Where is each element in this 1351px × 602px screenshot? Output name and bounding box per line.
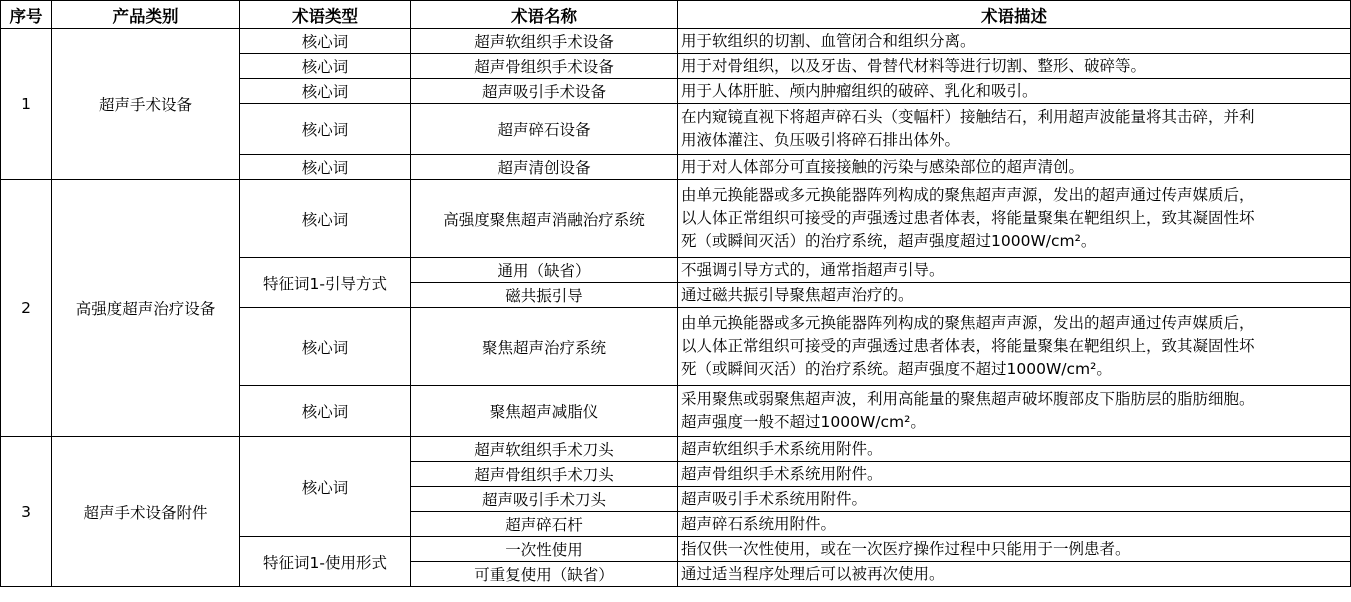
term-description: 超声吸引手术系统用附件。 bbox=[678, 487, 1351, 512]
description-line: 用液体灌注、负压吸引将碎石排出体外。 bbox=[681, 131, 961, 149]
term-description: 通过适当程序处理后可以被再次使用。 bbox=[678, 562, 1351, 587]
term-description: 用于对人体部分可直接接触的污染与感染部位的超声清创。 bbox=[678, 155, 1351, 180]
term-name: 超声清创设备 bbox=[411, 155, 678, 180]
term-description: 通过磁共振引导聚焦超声治疗的。 bbox=[678, 283, 1351, 308]
description-line: 由单元换能器或多元换能器阵列构成的聚焦超声声源，发出的超声通过传声媒质后， bbox=[681, 314, 1255, 332]
term-type: 核心词 bbox=[240, 386, 411, 437]
product-category: 超声手术设备附件 bbox=[52, 437, 240, 587]
term-description: 超声碎石系统用附件。 bbox=[678, 512, 1351, 537]
term-name: 超声骨组织手术刀头 bbox=[411, 462, 678, 487]
term-name: 一次性使用 bbox=[411, 537, 678, 562]
term-name: 超声碎石杆 bbox=[411, 512, 678, 537]
term-description bbox=[678, 386, 1351, 437]
term-name: 超声碎石设备 bbox=[411, 104, 678, 155]
header-term-description: 术语描述 bbox=[678, 1, 1351, 29]
term-type: 核心词 bbox=[240, 104, 411, 155]
description-line: 超声强度一般不超过1000W/cm²。 bbox=[681, 413, 926, 431]
term-name: 通用（缺省） bbox=[411, 258, 678, 283]
description-line: 以人体正常组织可接受的声强透过患者体表，将能量聚集在靶组织上，致其凝固性坏 bbox=[681, 337, 1255, 355]
description-line: 以人体正常组织可接受的声强透过患者体表，将能量聚集在靶组织上，致其凝固性坏 bbox=[681, 209, 1255, 227]
header-row bbox=[1, 1, 1351, 29]
row-index: 3 bbox=[1, 437, 52, 587]
description-line: 死（或瞬间灭活）的治疗系统，超声强度超过1000W/cm²。 bbox=[681, 232, 1097, 250]
term-name: 超声吸引手术刀头 bbox=[411, 487, 678, 512]
term-description bbox=[678, 180, 1351, 258]
product-category: 超声手术设备 bbox=[52, 29, 240, 180]
row-index: 2 bbox=[1, 180, 52, 437]
term-description: 用于对骨组织，以及牙齿、骨替代材料等进行切割、整形、破碎等。 bbox=[678, 54, 1351, 79]
table-row bbox=[1, 180, 1351, 258]
term-type: 核心词 bbox=[240, 437, 411, 537]
term-type: 核心词 bbox=[240, 29, 411, 54]
description-line: 死（或瞬间灭活）的治疗系统。超声强度不超过1000W/cm²。 bbox=[681, 360, 1112, 378]
term-description: 指仅供一次性使用，或在一次医疗操作过程中只能用于一例患者。 bbox=[678, 537, 1351, 562]
term-description: 用于软组织的切割、血管闭合和组织分离。 bbox=[678, 29, 1351, 54]
term-description: 用于人体肝脏、颅内肿瘤组织的破碎、乳化和吸引。 bbox=[678, 79, 1351, 104]
term-name: 超声软组织手术设备 bbox=[411, 29, 678, 54]
table-row bbox=[1, 29, 1351, 54]
term-type: 核心词 bbox=[240, 308, 411, 386]
table-row bbox=[1, 437, 1351, 462]
term-description: 超声骨组织手术系统用附件。 bbox=[678, 462, 1351, 487]
header-index: 序号 bbox=[1, 1, 52, 29]
term-name: 高强度聚焦超声消融治疗系统 bbox=[411, 180, 678, 258]
description-line: 采用聚焦或弱聚焦超声波，利用高能量的聚焦超声破坏腹部皮下脂肪层的脂肪细胞。 bbox=[681, 390, 1255, 408]
term-description: 超声软组织手术系统用附件。 bbox=[678, 437, 1351, 462]
term-name: 可重复使用（缺省） bbox=[411, 562, 678, 587]
term-type: 特征词1-使用形式 bbox=[240, 537, 411, 587]
term-name: 超声软组织手术刀头 bbox=[411, 437, 678, 462]
term-description bbox=[678, 104, 1351, 155]
product-category: 高强度超声治疗设备 bbox=[52, 180, 240, 437]
term-type: 核心词 bbox=[240, 155, 411, 180]
term-description bbox=[678, 308, 1351, 386]
header-term-type: 术语类型 bbox=[240, 1, 411, 29]
description-line: 在内窥镜直视下将超声碎石头（变幅杆）接触结石，利用超声波能量将其击碎，并利 bbox=[681, 108, 1255, 126]
term-name: 聚焦超声减脂仪 bbox=[411, 386, 678, 437]
term-type: 特征词1-引导方式 bbox=[240, 258, 411, 308]
term-type: 核心词 bbox=[240, 79, 411, 104]
description-line: 由单元换能器或多元换能器阵列构成的聚焦超声声源，发出的超声通过传声媒质后， bbox=[681, 186, 1255, 204]
term-name: 超声骨组织手术设备 bbox=[411, 54, 678, 79]
row-index: 1 bbox=[1, 29, 52, 180]
header-category: 产品类别 bbox=[52, 1, 240, 29]
term-name: 磁共振引导 bbox=[411, 283, 678, 308]
term-name: 超声吸引手术设备 bbox=[411, 79, 678, 104]
header-term-name: 术语名称 bbox=[411, 1, 678, 29]
term-type: 核心词 bbox=[240, 54, 411, 79]
term-type: 核心词 bbox=[240, 180, 411, 258]
term-description: 不强调引导方式的，通常指超声引导。 bbox=[678, 258, 1351, 283]
term-name: 聚焦超声治疗系统 bbox=[411, 308, 678, 386]
